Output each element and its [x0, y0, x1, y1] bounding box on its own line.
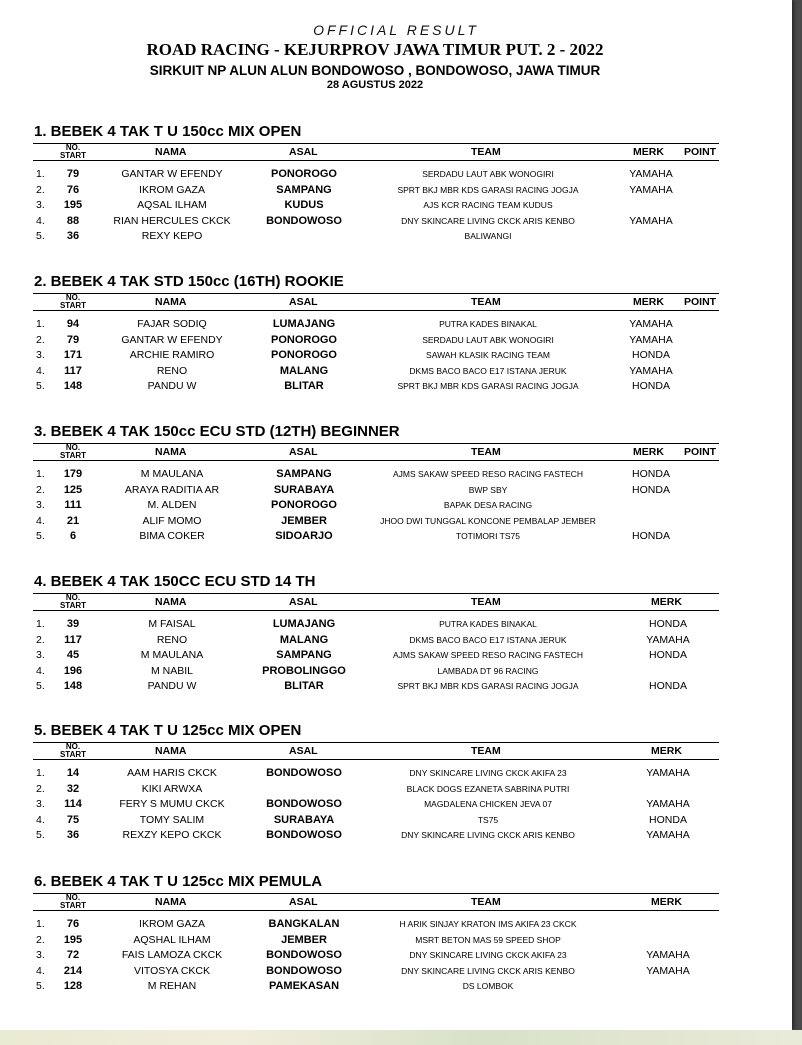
position: 3. [36, 349, 45, 361]
table-row [0, 167, 792, 183]
event-date: 28 AGUSTUS 2022 [326, 79, 424, 91]
table-row [0, 782, 792, 798]
origin: PONOROGO [270, 333, 337, 346]
rider-name: FAIS LAMOZA CKCK [121, 949, 223, 961]
start-number: 179 [63, 468, 83, 480]
start-number: 79 [66, 333, 80, 346]
rider-name: M. ALDEN [147, 499, 197, 511]
rider-name: M NABIL [150, 664, 193, 677]
team: AJMS SAKAW SPEED RESO RACING FASTECH [392, 650, 584, 660]
team: SPRT BKJ MBR KDS GARASI RACING JOGJA [397, 681, 579, 691]
brand: YAMAHA [629, 333, 673, 346]
col-no-start: NO. START [59, 443, 87, 460]
section-title: 2. BEBEK 4 TAK STD 150cc (16TH) ROOKIE [34, 273, 344, 290]
table-row [0, 797, 792, 813]
origin: PROBOLINGGO [262, 664, 346, 677]
col-merk: MERK [633, 146, 664, 158]
col-nama: NAMA [155, 745, 187, 757]
start-number: 36 [66, 230, 80, 242]
position: 5. [36, 530, 45, 542]
rider-name: M MAULANA [140, 468, 204, 480]
team: BWP SBY [468, 484, 508, 495]
section-title: 3. BEBEK 4 TAK 150cc ECU STD (12TH) BEGINNER [34, 423, 400, 440]
origin: BANGKALAN [268, 918, 340, 930]
team: DNY SKINCARE LIVING CKCK ARIS KENBO [401, 830, 575, 840]
start-number: 45 [66, 649, 80, 661]
result-rows [0, 167, 792, 245]
col-asal: ASAL [289, 296, 318, 308]
start-number: 75 [66, 813, 80, 826]
start-number: 21 [66, 514, 80, 527]
start-number: 117 [64, 364, 82, 377]
column-header [33, 593, 719, 611]
rider-name: GANTAR W EFENDY [121, 168, 223, 180]
rider-name: PANDU W [147, 680, 197, 692]
col-no-start: NO. START [59, 143, 87, 160]
rider-name: IKROM GAZA [139, 183, 205, 196]
brand: HONDA [632, 468, 670, 480]
start-number: 72 [66, 949, 80, 961]
rider-name: M FAISAL [148, 618, 196, 630]
position: 5. [36, 380, 45, 392]
origin: MALANG [279, 633, 329, 646]
col-no-start: NO. START [59, 742, 87, 759]
origin: SURABAYA [273, 813, 335, 826]
column-header [33, 443, 719, 461]
col-merk: MERK [651, 596, 682, 608]
brand: HONDA [649, 618, 687, 630]
col-asal: ASAL [289, 896, 318, 908]
position: 3. [36, 949, 45, 961]
table-row [0, 483, 792, 499]
team: BAPAK DESA RACING [443, 500, 533, 510]
section-title: 5. BEBEK 4 TAK T U 125cc MIX OPEN [34, 722, 302, 739]
position: 1. [36, 918, 45, 930]
col-team: TEAM [471, 596, 501, 608]
col-team: TEAM [471, 745, 501, 757]
start-number: 128 [63, 980, 83, 992]
brand: YAMAHA [629, 183, 673, 196]
rider-name: ARAYA RADITIA AR [124, 483, 220, 496]
table-row [0, 229, 792, 245]
brand: HONDA [649, 649, 687, 661]
position: 5. [36, 980, 45, 992]
result-rows [0, 766, 792, 844]
result-rows [0, 317, 792, 395]
position: 4. [36, 214, 45, 227]
start-number: 148 [63, 380, 83, 392]
brand: HONDA [632, 349, 670, 361]
column-header [33, 293, 719, 311]
team: SPRT BKJ MBR KDS GARASI RACING JOGJA [397, 381, 579, 391]
col-asal: ASAL [289, 146, 318, 158]
position: 4. [36, 364, 45, 377]
position: 2. [36, 183, 45, 196]
start-number: 79 [66, 168, 80, 180]
brand: HONDA [649, 680, 687, 692]
start-number: 36 [66, 829, 80, 841]
position: 5. [36, 829, 45, 841]
team: DNY SKINCARE LIVING CKCK AKIFA 23 [409, 768, 567, 778]
position: 2. [36, 633, 45, 646]
team: SAWAH KLASIK RACING TEAM [426, 350, 550, 360]
result-rows [0, 917, 792, 995]
table-row [0, 183, 792, 199]
start-number: 117 [64, 633, 82, 646]
start-number: 214 [63, 964, 83, 977]
table-row [0, 813, 792, 829]
table-row [0, 917, 792, 933]
rider-name: RENO [156, 364, 188, 377]
col-team: TEAM [471, 296, 501, 308]
rider-name: FERY S MUMU CKCK [119, 798, 225, 810]
table-row [0, 514, 792, 530]
brand: HONDA [632, 483, 670, 496]
team: TS75 [477, 814, 499, 825]
start-number: 171 [63, 349, 83, 361]
section-title: 4. BEBEK 4 TAK 150CC ECU STD 14 TH [34, 573, 316, 590]
table-row [0, 679, 792, 695]
rider-name: AQSAL ILHAM [137, 199, 207, 211]
origin: PONOROGO [270, 168, 337, 180]
col-nama: NAMA [155, 896, 187, 908]
team: H ARIK SINJAY KRATON IMS AKIFA 23 CKCK [399, 919, 577, 929]
team: DKMS BACO BACO E17 ISTANA JERUK [409, 634, 567, 645]
origin: BONDOWOSO [266, 949, 342, 961]
team: DNY SKINCARE LIVING CKCK ARIS KENBO [401, 215, 575, 226]
team: TOTIMORI TS75 [456, 531, 520, 541]
col-asal: ASAL [289, 446, 318, 458]
column-header [33, 143, 719, 161]
brand: YAMAHA [646, 949, 690, 961]
section-title: 1. BEBEK 4 TAK T U 150cc MIX OPEN [34, 123, 302, 140]
team: AJMS SAKAW SPEED RESO RACING FASTECH [392, 469, 584, 479]
team: DNY SKINCARE LIVING CKCK ARIS KENBO [401, 965, 575, 976]
start-number: 111 [64, 499, 82, 511]
brand: YAMAHA [629, 364, 673, 377]
start-number: 195 [63, 933, 83, 946]
table-row [0, 364, 792, 380]
position: 5. [36, 680, 45, 692]
rider-name: VITOSYA CKCK [133, 964, 211, 977]
rider-name: IKROM GAZA [139, 918, 205, 930]
start-number: 88 [66, 214, 80, 227]
table-row [0, 379, 792, 395]
team: BLACK DOGS EZANETA SABRINA PUTRI [406, 783, 570, 794]
team: LAMBADA DT 96 RACING [437, 665, 539, 676]
table-row [0, 348, 792, 364]
col-team: TEAM [471, 446, 501, 458]
start-number: 196 [63, 664, 83, 677]
origin: BONDOWOSO [266, 829, 342, 841]
team: BALIWANGI [464, 231, 512, 241]
position: 4. [36, 664, 45, 677]
col-no-start: NO. START [59, 593, 87, 610]
rider-name: ARCHIE RAMIRO [129, 349, 215, 361]
position: 4. [36, 514, 45, 527]
section-title: 6. BEBEK 4 TAK T U 125cc MIX PEMULA [34, 873, 323, 890]
rider-name: AAM HARIS CKCK [127, 767, 217, 779]
col-merk: MERK [651, 896, 682, 908]
brand: HONDA [632, 380, 670, 392]
origin: LUMAJANG [272, 618, 336, 630]
start-number: 6 [69, 530, 77, 542]
team: JHOO DWI TUNGGAL KONCONE PEMBALAP JEMBER [380, 515, 596, 526]
table-row [0, 933, 792, 949]
origin: PONOROGO [270, 499, 337, 511]
col-point: POINT [684, 296, 717, 308]
brand: YAMAHA [646, 964, 690, 977]
start-number: 14 [66, 767, 80, 779]
origin: PAMEKASAN [268, 980, 340, 992]
rider-name: TOMY SALIM [139, 813, 205, 826]
team: PUTRA KADES BINAKAL [439, 619, 537, 629]
rider-name: M REHAN [147, 980, 197, 992]
table-row [0, 633, 792, 649]
col-merk: MERK [651, 745, 682, 757]
position: 5. [36, 230, 45, 242]
origin: LUMAJANG [272, 318, 336, 330]
col-no-start: NO. START [59, 893, 87, 910]
rider-name: ALIF MOMO [142, 514, 202, 527]
team: MSRT BETON MAS 59 SPEED SHOP [415, 934, 561, 945]
table-row [0, 198, 792, 214]
start-number: 195 [63, 199, 83, 211]
brand: YAMAHA [629, 214, 673, 227]
brand: HONDA [632, 530, 670, 542]
table-row [0, 333, 792, 349]
start-number: 148 [63, 680, 83, 692]
brand: YAMAHA [646, 633, 690, 646]
rider-name: KIKI ARWXA [141, 782, 203, 795]
position: 3. [36, 649, 45, 661]
table-row [0, 964, 792, 980]
brand: YAMAHA [646, 798, 690, 810]
position: 1. [36, 767, 45, 779]
table-row [0, 214, 792, 230]
col-point: POINT [684, 446, 717, 458]
start-number: 32 [66, 782, 80, 795]
position: 2. [36, 333, 45, 346]
origin: BLITAR [284, 380, 324, 392]
table-row [0, 529, 792, 545]
col-merk: MERK [633, 296, 664, 308]
position: 1. [36, 618, 45, 630]
col-merk: MERK [633, 446, 664, 458]
col-asal: ASAL [289, 596, 318, 608]
desktop-background-strip [0, 1030, 802, 1045]
position: 4. [36, 964, 45, 977]
origin: JEMBER [281, 514, 327, 527]
table-row [0, 664, 792, 680]
rider-name: GANTAR W EFENDY [121, 333, 223, 346]
team: MAGDALENA CHICKEN JEVA 07 [424, 799, 552, 809]
rider-name: REXZY KEPO CKCK [122, 829, 222, 841]
col-team: TEAM [471, 896, 501, 908]
origin: SURABAYA [273, 483, 335, 496]
origin: SAMPANG [276, 468, 332, 480]
start-number: 76 [66, 918, 80, 930]
table-row [0, 979, 792, 995]
position: 2. [36, 483, 45, 496]
table-row [0, 467, 792, 483]
result-rows [0, 467, 792, 545]
origin: BONDOWOSO [266, 767, 342, 779]
position: 1. [36, 318, 45, 330]
brand: YAMAHA [646, 767, 690, 779]
start-number: 114 [64, 798, 82, 810]
brand: YAMAHA [629, 168, 673, 180]
start-number: 39 [66, 618, 80, 630]
origin: BONDOWOSO [266, 964, 342, 977]
rider-name: RIAN HERCULES CKCK [113, 214, 231, 227]
team: SERDADU LAUT ABK WONOGIRI [422, 334, 554, 345]
rider-name: M MAULANA [140, 649, 204, 661]
position: 4. [36, 813, 45, 826]
position: 3. [36, 499, 45, 511]
team: PUTRA KADES BINAKAL [439, 319, 537, 329]
rider-name: AQSHAL ILHAM [133, 933, 211, 946]
position: 3. [36, 798, 45, 810]
origin: BONDOWOSO [266, 798, 342, 810]
team: DS LOMBOK [462, 981, 514, 991]
column-header [33, 742, 719, 760]
table-row [0, 828, 792, 844]
col-nama: NAMA [155, 146, 187, 158]
origin: KUDUS [284, 199, 324, 211]
start-number: 94 [66, 318, 80, 330]
rider-name: REXY KEPO [141, 230, 203, 242]
position: 2. [36, 933, 45, 946]
col-asal: ASAL [289, 745, 318, 757]
table-row [0, 498, 792, 514]
col-nama: NAMA [155, 296, 187, 308]
brand: HONDA [649, 813, 687, 826]
rider-name: PANDU W [147, 380, 197, 392]
table-row [0, 648, 792, 664]
brand: YAMAHA [646, 829, 690, 841]
col-no-start: NO. START [59, 293, 87, 310]
team: AJS KCR RACING TEAM KUDUS [423, 200, 553, 210]
team: DNY SKINCARE LIVING CKCK AKIFA 23 [409, 950, 567, 960]
result-rows [0, 617, 792, 695]
position: 2. [36, 782, 45, 795]
column-header [33, 893, 719, 911]
table-row [0, 766, 792, 782]
col-nama: NAMA [155, 446, 187, 458]
position: 1. [36, 468, 45, 480]
brand: YAMAHA [629, 318, 673, 330]
table-row [0, 317, 792, 333]
table-row [0, 948, 792, 964]
table-row [0, 617, 792, 633]
start-number: 125 [63, 483, 83, 496]
position: 1. [36, 168, 45, 180]
origin: JEMBER [281, 933, 327, 946]
rider-name: RENO [156, 633, 188, 646]
rider-name: BIMA COKER [139, 530, 205, 542]
start-number: 76 [66, 183, 80, 196]
event-venue: SIRKUIT NP ALUN ALUN BONDOWOSO , BONDOWOSO, JAWA TIMUR [149, 63, 601, 78]
team: DKMS BACO BACO E17 ISTANA JERUK [409, 365, 567, 376]
origin: SIDOARJO [275, 530, 333, 542]
rider-name: FAJAR SODIQ [137, 318, 207, 330]
origin: SAMPANG [276, 183, 332, 196]
col-point: POINT [684, 146, 717, 158]
col-team: TEAM [471, 146, 501, 158]
team: SERDADU LAUT ABK WONOGIRI [422, 169, 554, 179]
origin: SAMPANG [276, 649, 332, 661]
official-result-label: OFFICIAL RESULT [313, 22, 479, 38]
position: 3. [36, 199, 45, 211]
event-title: ROAD RACING - KEJURPROV JAWA TIMUR PUT. 2 - 2022 [146, 40, 604, 59]
origin: BONDOWOSO [266, 214, 342, 227]
origin: BLITAR [284, 680, 324, 692]
origin: PONOROGO [270, 349, 337, 361]
team: SPRT BKJ MBR KDS GARASI RACING JOGJA [397, 184, 579, 195]
col-nama: NAMA [155, 596, 187, 608]
origin: MALANG [279, 364, 329, 377]
